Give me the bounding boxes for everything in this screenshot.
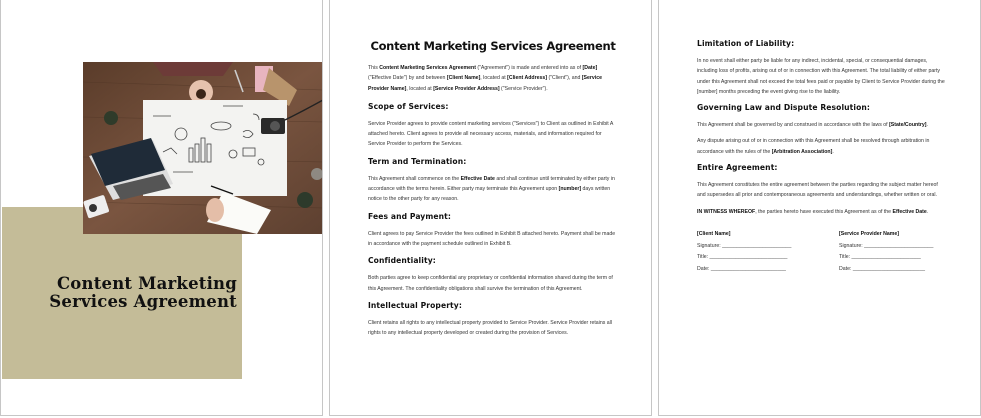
title-line[interactable]: Title: ___________________________ [697, 254, 788, 261]
section-heading-entire-agreement: Entire Agreement: [697, 163, 778, 173]
section-body-dispute: Any dispute arising out of or in connection with this Agreement shall be resolved through arbitration in accordance with the rules of the [Arbitration Association]. [697, 138, 930, 155]
section-body-fees: Client agrees to pay Service Provider the fees outlined in Exhibit B attached hereto. Payment shall be made in accordance with the payment schedule outlined in Exhibit B. [368, 230, 616, 247]
signature-party-name: [Service Provider Name] [839, 230, 899, 237]
signature-service-provider [839, 229, 947, 276]
title-line[interactable]: Title: ________________________ [839, 254, 921, 261]
cover-title [11, 275, 237, 311]
date-line[interactable]: Date: __________________________ [697, 266, 786, 273]
desk-photo-illustration [83, 62, 323, 234]
section-heading-governing-law: Governing Law and Dispute Resolution: [697, 103, 871, 113]
section-body-liability: In no event shall either party be liable for any indirect, incidental, special, or consequential damages, including loss of profits, arising out of or in connection with this Agreement. The total liability of either party under this Agreement shall not exceed the total fees paid or payable by Client to Service Provider during the [number] months preceding the event giving rise to the liability. [697, 58, 945, 95]
section-heading-ip: Intellectual Property: [368, 300, 462, 310]
signature-block [697, 229, 947, 276]
date-line[interactable]: Date: _________________________ [839, 266, 925, 273]
witness-clause: IN WITNESS WHEREOF, the parties hereto have executed this Agreement as of the Effective Date. [697, 208, 929, 215]
document-title: Content Marketing Services Agreement [370, 39, 616, 53]
section-body-scope: Service Provider agrees to provide content marketing services ("Services") to Client as outlined in Exhibit A attached hereto. Client agrees to provide all necessary access, materials, and information required for Service Provider to perform the Services. [368, 120, 614, 148]
intro-paragraph: This Content Marketing Services Agreement ("Agreement") is made and entered into as of [Date] ("Effective Date") by and between [Client Name], located at [Client Address] ("Client"), and [Service Provider Name], located at [Service Provider Address] ("Service Provider"). [368, 65, 603, 92]
section-body-ip: Client retains all rights to any intellectual property provided to Service Provider. Service Provider retains all rights to any intellectual property developed or created during the provision of Services. [368, 319, 612, 337]
section-body-confidentiality: Both parties agree to keep confidential any proprietary or confidential information shared during the term of this Agreement. The confidentiality obligations shall survive the termination of this Agreement. [368, 275, 613, 292]
section-body-entire-agreement: This Agreement constitutes the entire agreement between the parties regarding the subject matter hereof and supersedes all prior and contemporaneous agreements and understandings, whether written or oral. [697, 182, 938, 199]
section-heading-scope: Scope of Services: [368, 101, 449, 111]
agreement-page-2 [658, 0, 981, 416]
cover-title-line-2: Services Agreement [49, 292, 237, 311]
cover-page [0, 0, 323, 416]
signature-line[interactable]: Signature: ________________________ [839, 242, 934, 249]
section-heading-liability: Limitation of Liability: [697, 39, 795, 48]
agreement-page-1 [329, 0, 652, 416]
signature-line[interactable]: Signature: ________________________ [697, 242, 792, 249]
cover-photo [83, 62, 323, 234]
section-heading-term: Term and Termination: [368, 156, 467, 166]
page-content [697, 0, 947, 276]
signature-party-name: [Client Name] [697, 230, 731, 237]
section-heading-confidentiality: Confidentiality: [368, 256, 436, 266]
section-body-governing-law: This Agreement shall be governed by and construed in accordance with the laws of [State/Country]. [697, 122, 928, 129]
section-body-term: This Agreement shall commence on the Effective Date and shall continue until terminated by either party in accordance with the terms herein. Either party may terminate this Agreement upon [number] days written notice to the other party for any reason. [368, 175, 615, 203]
section-heading-fees: Fees and Payment: [368, 211, 451, 221]
cover-title-line-1: Content Marketing [56, 274, 237, 293]
page-content [368, 0, 618, 338]
signature-client [697, 229, 805, 276]
